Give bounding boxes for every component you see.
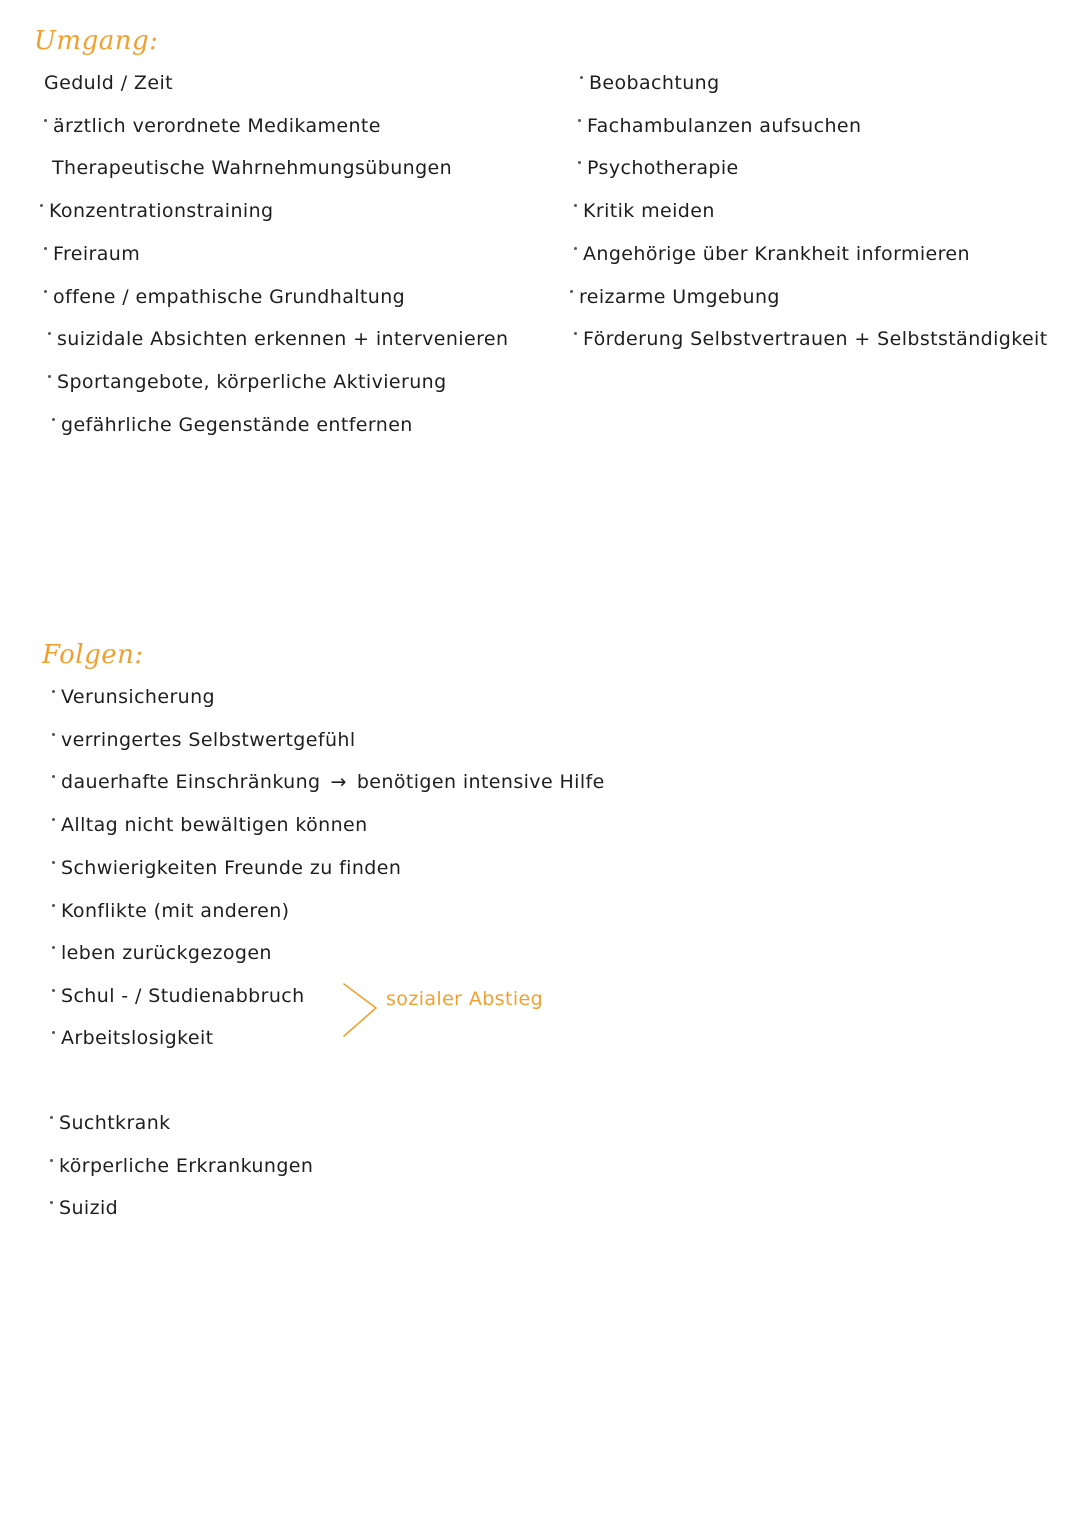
umgang-left-item: gefährliche Gegenstände entfernen bbox=[52, 414, 413, 436]
umgang-right-item: Fachambulanzen aufsuchen bbox=[578, 115, 861, 137]
bullet-dot bbox=[52, 1031, 55, 1034]
bullet-dot bbox=[52, 733, 55, 736]
umgang-right-item: Psychotherapie bbox=[578, 157, 739, 179]
umgang-left-item: offene / empathische Grundhaltung bbox=[44, 286, 405, 308]
umgang-right-item: Förderung Selbstvertrauen + Selbstständigkeit bbox=[574, 328, 1048, 350]
folgen-item: Schul - / Studienabbruch bbox=[52, 985, 305, 1007]
bullet-dot bbox=[44, 247, 47, 250]
arrow-target-text: benötigen intensive Hilfe bbox=[356, 771, 605, 793]
umgang-heading: Umgang: bbox=[34, 26, 159, 56]
folgen-item: leben zurückgezogen bbox=[52, 942, 272, 964]
bullet-dot bbox=[48, 332, 51, 335]
umgang-left-item: Therapeutische Wahrnehmungsübungen bbox=[52, 157, 453, 179]
bullet-dot bbox=[52, 690, 55, 693]
brace-icon bbox=[340, 980, 380, 1040]
umgang-left-item: ärztlich verordnete Medikamente bbox=[44, 115, 381, 137]
umgang-left-item: Konzentrationstraining bbox=[40, 200, 274, 222]
bullet-dot bbox=[52, 904, 55, 907]
arrow-right-icon: → bbox=[330, 771, 347, 793]
brace-label: sozialer Abstieg bbox=[386, 988, 544, 1010]
folgen-item: Suizid bbox=[50, 1197, 118, 1219]
folgen-item: verringertes Selbstwertgefühl bbox=[52, 729, 356, 751]
umgang-left-item: Freiraum bbox=[44, 243, 140, 265]
umgang-left-item: Geduld / Zeit bbox=[44, 72, 173, 94]
bullet-dot bbox=[44, 119, 47, 122]
folgen-item: Arbeitslosigkeit bbox=[52, 1027, 213, 1049]
folgen-item: Alltag nicht bewältigen können bbox=[52, 814, 368, 836]
bullet-dot bbox=[52, 946, 55, 949]
bullet-dot bbox=[574, 204, 577, 207]
folgen-item: Konflikte (mit anderen) bbox=[52, 900, 289, 922]
bullet-dot bbox=[52, 989, 55, 992]
folgen-heading: Folgen: bbox=[42, 640, 144, 670]
bullet-dot bbox=[52, 861, 55, 864]
bullet-dot bbox=[48, 375, 51, 378]
umgang-right-item: Beobachtung bbox=[580, 72, 720, 94]
bullet-dot bbox=[574, 247, 577, 250]
umgang-right-item: reizarme Umgebung bbox=[570, 286, 780, 308]
bullet-dot bbox=[52, 418, 55, 421]
bullet-dot bbox=[50, 1116, 53, 1119]
bullet-dot bbox=[50, 1159, 53, 1162]
bullet-dot bbox=[574, 332, 577, 335]
folgen-item: Schwierigkeiten Freunde zu finden bbox=[52, 857, 401, 879]
umgang-left-item: suizidale Absichten erkennen + intervenieren bbox=[48, 328, 508, 350]
bullet-dot bbox=[52, 818, 55, 821]
umgang-left-item: Sportangebote, körperliche Aktivierung bbox=[48, 371, 447, 393]
bullet-dot bbox=[44, 290, 47, 293]
umgang-right-item: Kritik meiden bbox=[574, 200, 715, 222]
folgen-item: dauerhafte Einschränkung → benötigen intensive Hilfe bbox=[52, 771, 605, 793]
bullet-dot bbox=[578, 119, 581, 122]
bullet-dot bbox=[52, 775, 55, 778]
bullet-dot bbox=[578, 161, 581, 164]
folgen-item: körperliche Erkrankungen bbox=[50, 1155, 313, 1177]
bullet-dot bbox=[570, 290, 573, 293]
folgen-item: Verunsicherung bbox=[52, 686, 215, 708]
folgen-item: Suchtkrank bbox=[50, 1112, 171, 1134]
bullet-dot bbox=[50, 1201, 53, 1204]
bullet-dot bbox=[40, 204, 43, 207]
bullet-dot bbox=[580, 76, 583, 79]
umgang-right-item: Angehörige über Krankheit informieren bbox=[574, 243, 970, 265]
